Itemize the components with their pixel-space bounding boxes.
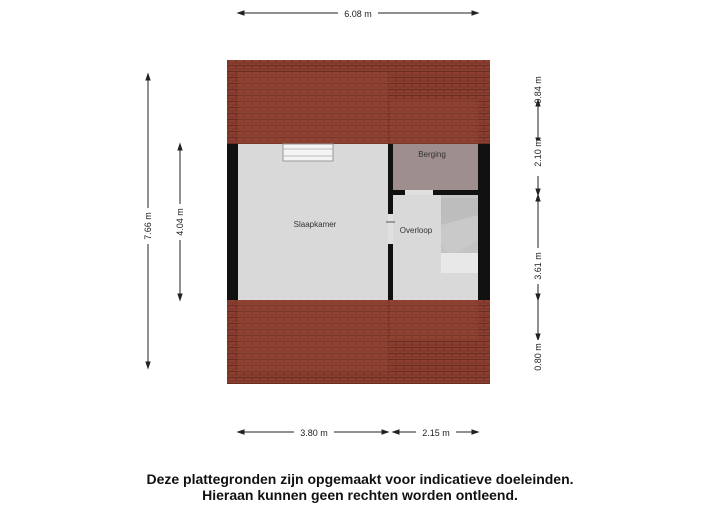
dim-left-total: 7.66 m <box>143 212 153 240</box>
slaapkamer-door <box>388 214 393 244</box>
dim-right-top: 0.84 m <box>533 76 543 104</box>
dormer-bottom-left <box>238 300 388 372</box>
dormer-top-left <box>238 72 388 144</box>
dim-top-width: 6.08 m <box>344 9 372 19</box>
berging-label: Berging <box>418 150 446 159</box>
overloop-label: Overloop <box>399 226 433 235</box>
wall-left <box>227 144 238 300</box>
dim-bottom-right: 2.15 m <box>422 428 450 438</box>
dim-right-berging: 2.10 m <box>533 139 543 167</box>
dim-right-bottom: 0.80 m <box>533 343 543 371</box>
dormer-bottom-right <box>390 300 478 340</box>
disclaimer-line-2: Hieraan kunnen geen rechten worden ontleend. <box>202 487 518 503</box>
wall-right <box>478 144 490 300</box>
disclaimer-line-1: Deze plattegronden zijn opgemaakt voor indicatieve doeleinden. <box>146 471 574 487</box>
dim-left-inner: 4.04 m <box>175 208 185 236</box>
berging-door <box>405 190 433 195</box>
stairs <box>441 195 478 273</box>
window <box>283 144 333 161</box>
dim-bottom-left: 3.80 m <box>300 428 328 438</box>
dim-right-mid: 3.61 m <box>533 252 543 280</box>
dormer-top-right <box>390 100 478 144</box>
slaapkamer-label: Slaapkamer <box>293 220 337 229</box>
